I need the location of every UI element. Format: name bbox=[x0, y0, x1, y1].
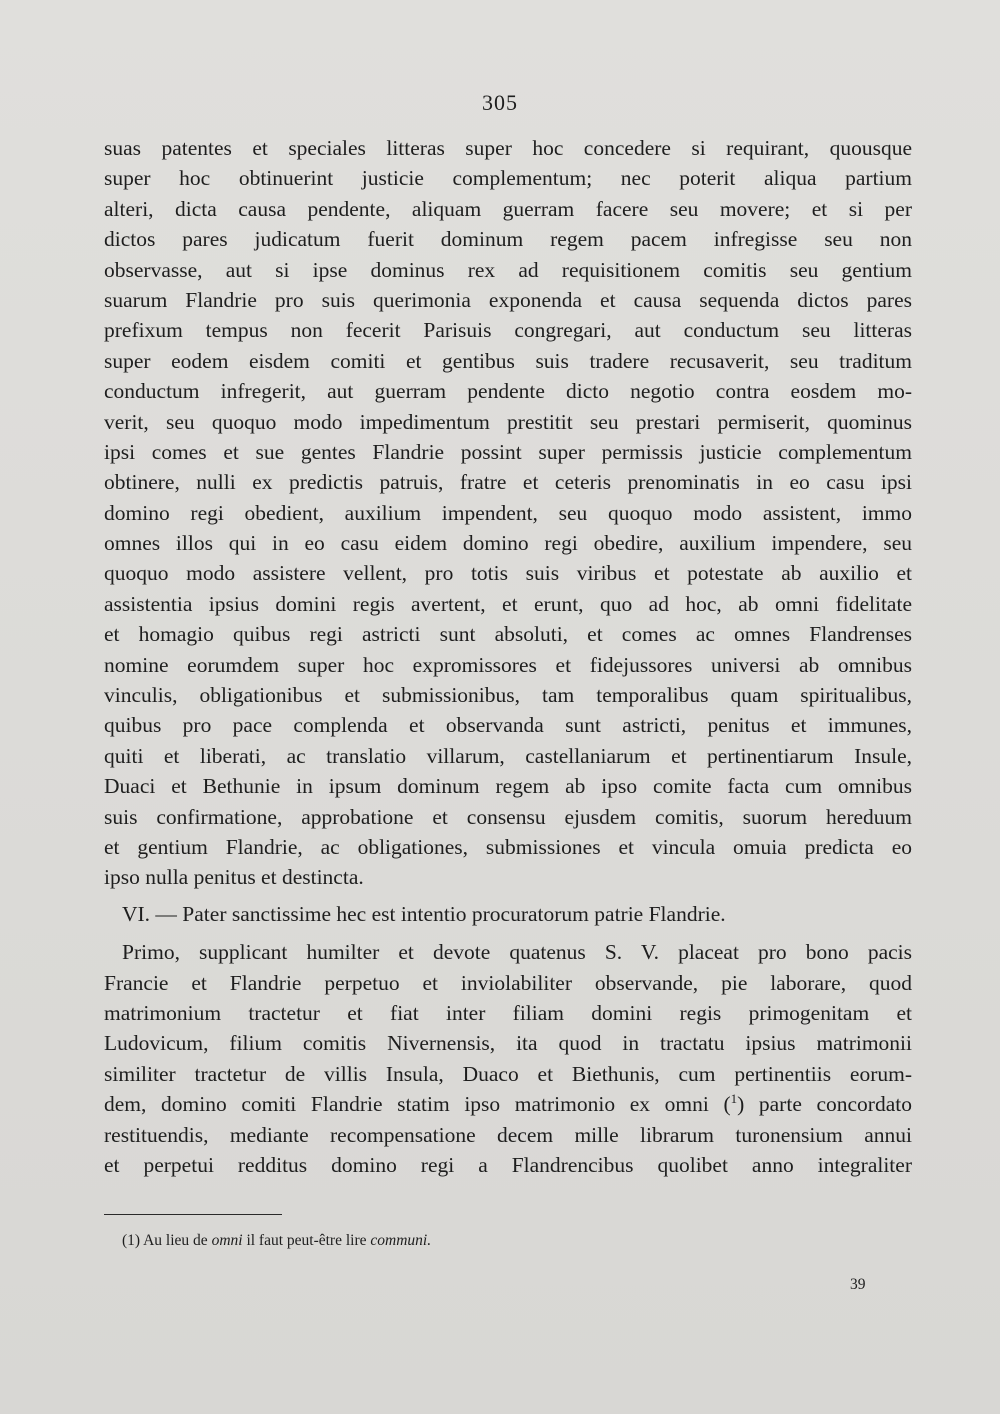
text-line: domino regi obedient, auxilium impendent, seu quoquo modo assistent, immo bbox=[104, 500, 912, 525]
main-text bbox=[104, 133, 912, 1180]
text-line: Francie et Flandrie perpetuo et inviolabiliter observande, pie laborare, quod bbox=[104, 970, 912, 995]
text-line: suis confirmatione, approbatione et consensu ejusdem comitis, suorum hereduum bbox=[104, 804, 912, 829]
text-line: ipsi comes et sue gentes Flandrie possint super permissis justicie complementum bbox=[104, 439, 912, 464]
footnote-italic-word: omni bbox=[211, 1232, 243, 1249]
text-line: matrimonium tractetur et fiat inter filiam domini regis primogenitam et bbox=[104, 1000, 912, 1025]
footnote-text: Au lieu de bbox=[143, 1232, 208, 1249]
text-line: Primo, supplicant humilter et devote quatenus S. V. placeat pro bono pacis bbox=[122, 940, 912, 965]
text-line: et homagio quibus regi astricti sunt absoluti, et comes ac omnes Flandrenses bbox=[104, 622, 912, 647]
page-number: 305 bbox=[482, 90, 518, 115]
text-fragment: dem, domino comiti Flandrie statim ipso matrimonio ex omni ( bbox=[104, 1092, 731, 1117]
text-line: et gentium Flandrie, ac obligationes, submissiones et vincula omuia predicta eo bbox=[104, 834, 912, 859]
text-line: verit, seu quoquo modo impedimentum prestitit seu prestari permiserit, quominus bbox=[104, 409, 912, 434]
footnote-text: il faut peut-être lire bbox=[246, 1232, 367, 1249]
footnote bbox=[122, 1232, 431, 1250]
section-heading-vi: VI. — Pater sanctissime hec est intentio procuratorum patrie Flandrie. bbox=[122, 901, 726, 926]
text-line: quoquo modo assistere vellent, pro totis suis viribus et potestate ab auxilio et bbox=[104, 561, 912, 586]
text-line: vinculis, obligationibus et submissionibus, tam temporalibus quam spiritualibus, bbox=[104, 683, 912, 708]
text-line: quibus pro pace complenda et observanda sunt astricti, penitus et immunes, bbox=[104, 713, 912, 738]
text-line: prefixum tempus non fecerit Parisuis congregari, aut conductum seu litteras bbox=[104, 318, 912, 343]
text-line: super hoc obtinuerint justicie complementum; nec poterit aliqua partium bbox=[104, 166, 912, 191]
text-line: dictos pares judicatum fuerit dominum regem pacem infregisse seu non bbox=[104, 227, 912, 252]
text-line: Duaci et Bethunie in ipsum dominum regem ab ipso comite facta cum omnibus bbox=[104, 774, 912, 799]
text-line: nomine eorumdem super hoc expromissores et fidejussores universi ab omnibus bbox=[104, 652, 912, 677]
text-line: restituendis, mediante recompensatione decem mille librarum turonensium annui bbox=[104, 1122, 912, 1147]
paragraph-continuation bbox=[104, 133, 912, 893]
text-line: suarum Flandrie pro suis querimonia exponenda et causa sequenda dictos pares bbox=[104, 287, 912, 312]
paragraph-primo bbox=[104, 937, 912, 1180]
text-line: obtinere, nulli ex predictis patruis, fratre et ceteris prenominatis in eo casu ipsi bbox=[104, 470, 912, 495]
text-line-with-note bbox=[104, 1089, 912, 1119]
footnote-separator bbox=[104, 1214, 282, 1215]
text-line: Ludovicum, filium comitis Nivernensis, ita quod in tractatu ipsius matrimonii bbox=[104, 1031, 912, 1056]
text-line: et perpetui redditus domino regi a Flandrencibus quolibet anno integraliter bbox=[104, 1152, 912, 1177]
text-line: conductum infregerit, aut guerram pendente dicto negotio contra eosdem mo- bbox=[104, 379, 912, 404]
signature-mark: 39 bbox=[850, 1276, 866, 1293]
text-line: super eodem eisdem comiti et gentibus suis tradere recusaverit, seu traditum bbox=[104, 348, 912, 373]
text-line: assistentia ipsius domini regis avertent, et erunt, quo ad hoc, ab omni fidelitate bbox=[104, 591, 912, 616]
footnote-italic-word: communi. bbox=[370, 1232, 432, 1249]
text-line: omnes illos qui in eo casu eidem domino regi obedire, auxilium impendere, seu bbox=[104, 531, 912, 556]
text-line: ipso nulla penitus et destincta. bbox=[104, 865, 364, 890]
text-line: similiter tractetur de villis Insula, Duaco et Biethunis, cum pertinentiis eorum- bbox=[104, 1061, 912, 1086]
text-line: alteri, dicta causa pendente, aliquam guerram facere seu movere; et si per bbox=[104, 196, 912, 221]
footnote-marker: (1) bbox=[122, 1232, 141, 1249]
text-fragment: ) parte concordato bbox=[737, 1092, 912, 1117]
text-line: observasse, aut si ipse dominus rex ad requisitionem comitis seu gentium bbox=[104, 257, 912, 282]
footnote-reference: 1 bbox=[730, 1090, 738, 1106]
text-line: quiti et liberati, ac translatio villarum, castellaniarum et pertinentiarum Insule, bbox=[104, 743, 912, 768]
text-line: suas patentes et speciales litteras super hoc concedere si requirant, quousque bbox=[104, 136, 912, 160]
